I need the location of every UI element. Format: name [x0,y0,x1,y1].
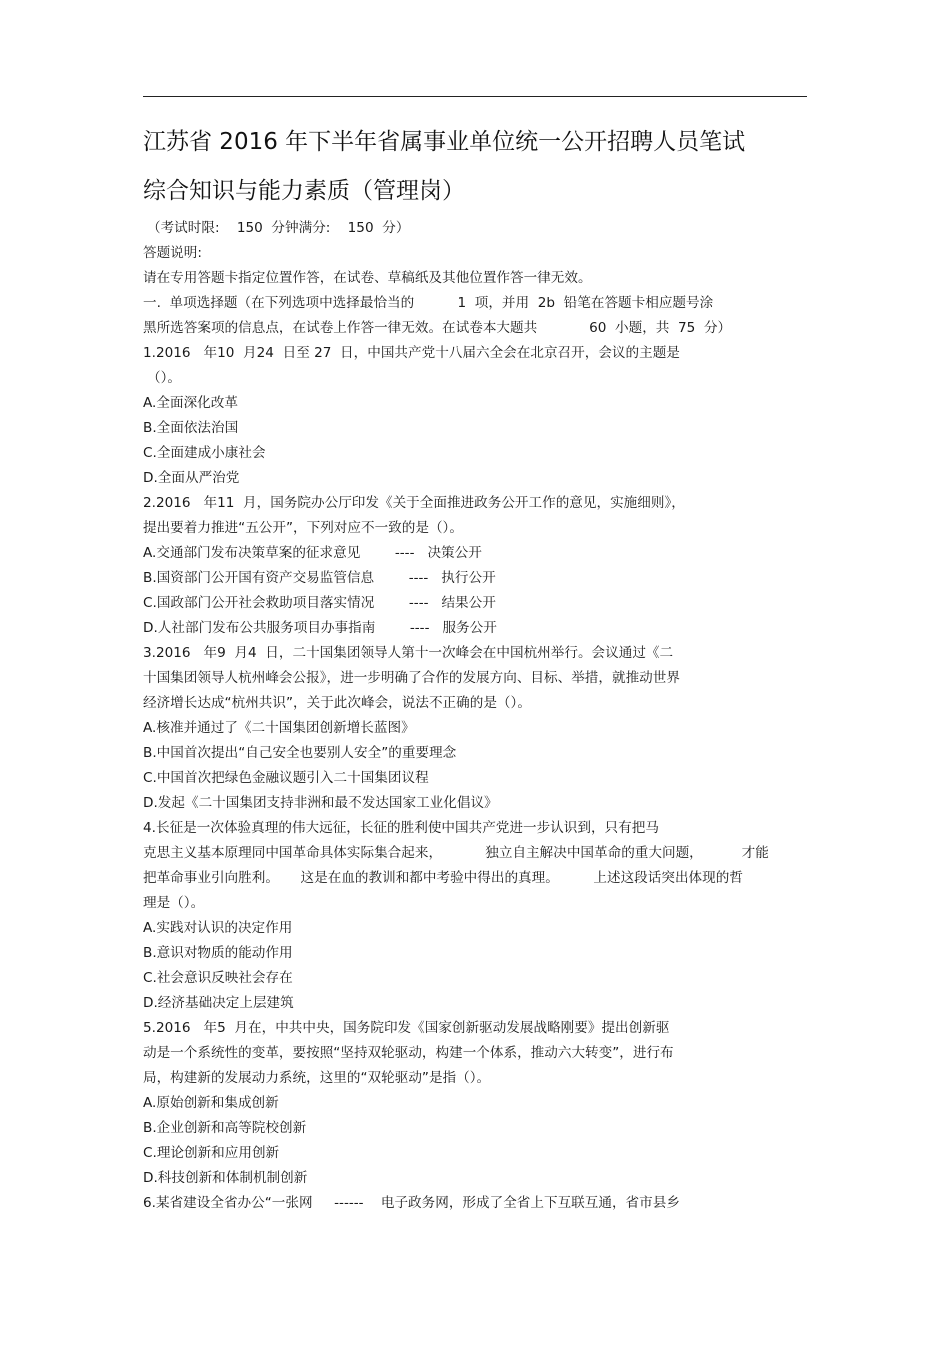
option-b: B.全面依法治国 [143,420,239,436]
instructions-text: 请在专用答题卡指定位置作答，在试卷、草稿纸及其他位置作答一律无效。 [143,270,592,286]
option-a: A.全面深化改革 [143,395,238,411]
option-c: C.国政部门公开社会救助项目落实情况 ---- 结果公开 [143,595,496,611]
option-d: D.全面从严治党 [143,470,240,486]
option-b: B.国资部门公开国有资产交易监管信息 ---- 执行公开 [143,570,496,586]
question-stem-line: 动是一个系统性的变革，要按照“坚持双轮驱动，构建一个体系，推动六大转变”，进行布 [143,1045,674,1061]
option-b: B.企业创新和高等院校创新 [143,1120,307,1136]
question-stem-line: 局，构建新的发展动力系统，这里的“双轮驱动”是指（）。 [143,1070,491,1086]
option-d: D.人社部门发布公共服务项目办事指南 ---- 服务公开 [143,620,497,636]
header-rule [143,96,807,97]
option-a: A.原始创新和集成创新 [143,1095,279,1111]
option-c: C.中国首次把绿色金融议题引入二十国集团议程 [143,770,429,786]
document-title-line1: 江苏省 2016 年下半年省属事业单位统一公开招聘人员笔试 [143,129,746,155]
question-stem-line: 十国集团领导人杭州峰会公报》，进一步明确了合作的发展方向、目标、举措，就推动世界 [143,670,680,686]
document-title-line2: 综合知识与能力素质（管理岗） [143,178,465,204]
option-c: C.全面建成小康社会 [143,445,266,461]
question-stem-line: 6.某省建设全省办公“一张网 ------ 电子政务网，形成了全省上下互联互通，省市县乡 [143,1195,680,1211]
option-d: D.科技创新和体制机制创新 [143,1170,308,1186]
question-stem-line: 5.2016 年5 月在，中共中央，国务院印发《国家创新驱动发展战略刚要》提出创新驱 [143,1020,670,1036]
option-a: A.核准并通过了《二十国集团创新增长蓝图》 [143,720,415,736]
exam-info: （考试时限: 150 分钟满分: 150 分） [147,220,410,236]
question-stem-line: 把革命事业引向胜利。 这是在血的教训和都中考验中得出的真理。 上述这段话突出体现的哲 [143,870,743,886]
question-stem-line: 克思主义基本原理同中国革命具体实际集合起来， 独立自主解决中国革命的重大问题， 才能 [143,845,769,861]
option-d: D.经济基础决定上层建筑 [143,995,294,1011]
question-stem-line: 1.2016 年10 月24 日至 27 日，中国共产党十八届六全会在北京召开，会议的主题是 [143,345,680,361]
section-header-line1: 一. 单项选择题（在下列选项中选择最恰当的 1 项，并用 2b 铅笔在答题卡相应题号涂 [143,295,714,311]
question-stem-line: 3.2016 年9 月4 日，二十国集团领导人第十一次峰会在中国杭州举行。会议通过《二 [143,645,674,661]
option-a: A.实践对认识的决定作用 [143,920,293,936]
question-stem-line: 经济增长达成“杭州共识”，关于此次峰会，说法不正确的是（）。 [143,695,531,711]
option-a: A.交通部门发布决策草案的征求意见 ---- 决策公开 [143,545,482,561]
question-stem-line: 2.2016 年11 月，国务院办公厅印发《关于全面推进政务公开工作的意见，实施细则》， [143,495,685,511]
instructions-heading: 答题说明: [143,245,202,261]
option-d: D.发起《二十国集团支持非洲和最不发达国家工业化倡议》 [143,795,498,811]
question-stem-line: 理是（）。 [143,895,205,911]
question-stem-line: 4.长征是一次体验真理的伟大远征，长征的胜利使中国共产党进一步认识到，只有把马 [143,820,659,836]
option-b: B.意识对物质的能动作用 [143,945,293,961]
section-header-line2: 黑所选答案项的信息点，在试卷上作答一律无效。在试卷本大题共 60 小题，共 75 分） [143,320,732,336]
option-b: B.中国首次提出“自己安全也要别人安全”的重要理念 [143,745,457,761]
option-c: C.理论创新和应用创新 [143,1145,280,1161]
question-stem-line: （）。 [147,370,181,386]
question-stem-line: 提出要着力推进“五公开”，下列对应不一致的是（）。 [143,520,463,536]
option-c: C.社会意识反映社会存在 [143,970,293,986]
